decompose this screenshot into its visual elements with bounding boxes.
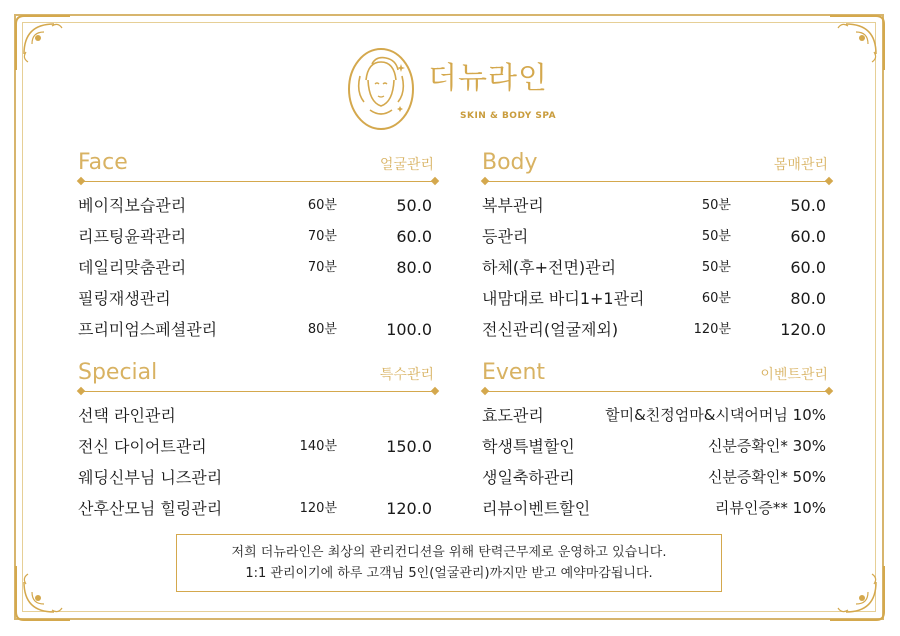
service-price: 120.0 [780,320,826,339]
corner-ornament-icon [14,14,72,72]
service-duration: 70분 [307,229,337,244]
service-name: 리프팅윤곽관리 [78,227,187,246]
list-item [482,462,832,493]
corner-ornament-icon [828,564,886,622]
service-name: 전신관리(얼굴제외) [482,320,619,339]
service-price: 150.0 [386,437,432,456]
list-item [482,283,832,314]
service-duration: 80분 [307,322,337,337]
service-duration: 120분 [693,322,731,337]
section-header [482,148,832,176]
list-item [482,252,832,283]
corner-ornament-icon [828,14,886,72]
service-duration: 50분 [701,229,731,244]
notice-box [176,534,722,592]
service-name: 프리미엄스페셜관리 [78,320,218,339]
service-name: 내맘대로 바디1+1관리 [482,289,645,308]
list-item [78,493,438,524]
service-price: 100.0 [386,320,432,339]
service-price: 60.0 [790,258,826,277]
section-title: Body [482,150,538,175]
service-price: 80.0 [396,258,432,277]
section-header [482,358,832,386]
service-price: 60.0 [396,227,432,246]
service-name: 복부관리 [482,196,544,215]
service-name: 필링재생관리 [78,289,171,308]
service-name: 등관리 [482,227,529,246]
section-divider [482,178,832,186]
service-duration: 120분 [299,501,337,516]
section-subtitle: 얼굴관리 [379,157,434,173]
service-duration: 60분 [307,198,337,213]
service-price: 60.0 [790,227,826,246]
corner-ornament-icon [14,564,72,622]
section-title: Event [482,360,546,385]
section-divider [78,178,438,186]
list-item [78,314,438,345]
event-section [482,358,832,524]
service-name: 산후산모님 힐링관리 [78,499,223,518]
service-name: 하체(후+전면)관리 [482,258,617,277]
notice-line: 저희 더뉴라인은 최상의 관리컨디션을 위해 탄력근무제로 운영하고 있습니다. [231,545,667,560]
service-price: 120.0 [386,499,432,518]
event-detail: 신분증확인* 50% [707,468,826,486]
list-item [78,462,438,493]
section-header [78,358,438,386]
list-item [78,400,438,431]
list-item [482,190,832,221]
service-price: 50.0 [790,196,826,215]
service-name: 베이직보습관리 [78,196,187,215]
brand-name: 더뉴라인 [428,61,548,96]
list-item [78,190,438,221]
face-emblem-icon [346,46,416,132]
list-item [78,283,438,314]
list-item [482,400,832,431]
event-name: 리뷰이벤트할인 [482,499,591,518]
event-name: 효도관리 [482,406,544,425]
brand-subtitle: SKIN & BODY SPA [460,111,557,121]
service-name: 전신 다이어트관리 [78,437,207,456]
list-item [78,431,438,462]
section-title: Special [78,360,158,385]
section-title: Face [78,150,128,175]
service-duration: 60분 [701,291,731,306]
service-duration: 50분 [701,198,731,213]
service-price: 50.0 [396,196,432,215]
notice-line: 1:1 관리이기에 하루 고객님 5인(얼굴관리)까지만 받고 예약마감됩니다. [245,566,653,581]
special-section [78,358,438,524]
service-name: 선택 라인관리 [78,406,176,425]
section-header [78,148,438,176]
section-subtitle: 이벤트관리 [760,367,828,383]
service-duration: 70분 [307,260,337,275]
list-item [482,493,832,524]
section-divider [78,388,438,396]
list-item [78,221,438,252]
event-detail: 신분증확인* 30% [707,437,826,455]
list-item [482,314,832,345]
service-price: 80.0 [790,289,826,308]
section-subtitle: 특수관리 [379,367,434,383]
event-detail: 리뷰인증** 10% [714,499,826,517]
body-section [482,148,832,345]
section-divider [482,388,832,396]
event-detail: 할미&친정엄마&시댁어머님 10% [605,406,826,424]
event-name: 생일축하관리 [482,468,575,487]
service-duration: 140분 [299,439,337,454]
service-duration: 50분 [701,260,731,275]
service-name: 데일리맞춤관리 [78,258,187,277]
list-item [78,252,438,283]
list-item [482,221,832,252]
event-name: 학생특별할인 [482,437,575,456]
brand-logo [346,44,576,134]
service-name: 웨딩신부님 니즈관리 [78,468,223,487]
list-item [482,431,832,462]
face-section [78,148,438,345]
section-subtitle: 몸매관리 [773,157,828,173]
